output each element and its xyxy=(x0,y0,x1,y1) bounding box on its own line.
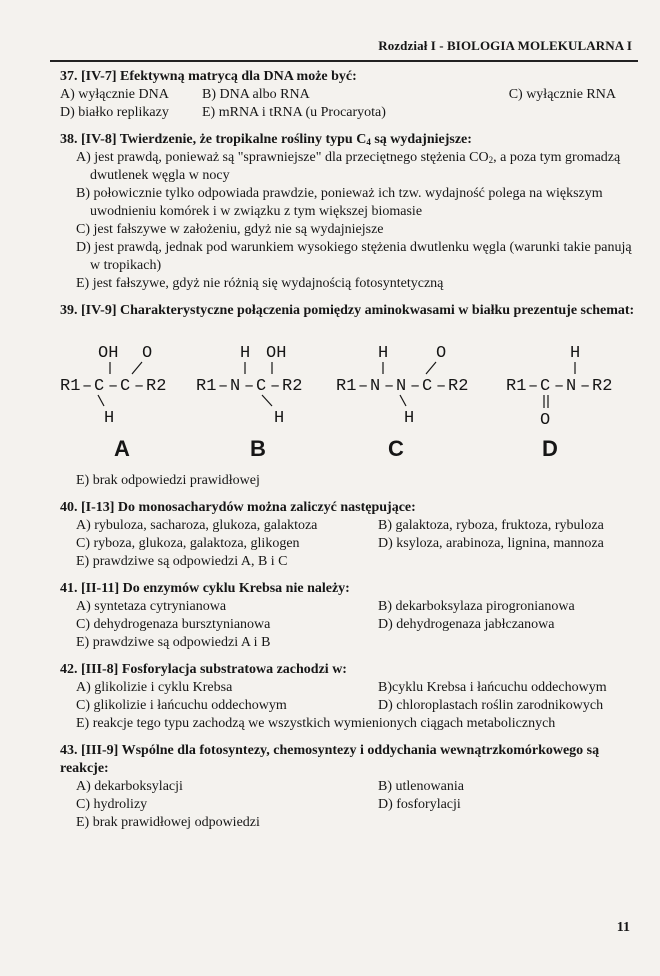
scheme-d xyxy=(506,344,612,461)
running-header: Rozdział I - BIOLOGIA MOLEKULARNA I xyxy=(378,38,632,53)
option-a: A) dekarboksylacji xyxy=(76,779,183,794)
atom-c: C xyxy=(120,377,131,396)
atom-r1: R1 xyxy=(196,377,217,396)
atom-h: H xyxy=(274,409,285,428)
question-40-options xyxy=(76,517,636,553)
option-e: E) brak odpowiedzi prawidłowej xyxy=(76,473,260,488)
bond-dash: – xyxy=(358,377,369,396)
content xyxy=(60,68,636,841)
question-38 xyxy=(60,131,636,293)
bond-dash: – xyxy=(270,377,281,396)
option-d: D) jest prawdą, jednak pod warunkiem wysokiego stężenia dwutlenku węgla (warunki takie panują w tropikach) xyxy=(76,240,632,273)
bond-dash: – xyxy=(244,377,255,396)
option-c: C) jest fałszywe w założeniu, gdyż nie są wydajniejsze xyxy=(76,222,384,237)
option-a-sub: 2 xyxy=(488,155,494,165)
option-d: D) chloroplastach roślin zarodnikowych xyxy=(378,698,604,713)
atom-o: O xyxy=(142,344,153,363)
option-c: C) wyłącznie RNA xyxy=(508,87,616,102)
option-e: E) mRNA i tRNA (u Procaryota) xyxy=(202,105,386,120)
atom-c: C xyxy=(256,377,267,396)
atom-r1: R1 xyxy=(60,377,81,396)
option-a: A) rybuloza, sacharoza, glukoza, galaktoza xyxy=(76,518,318,533)
question-38-title-pre: 38. [IV-8] Twierdzenie, że tropikalne rośliny typu C xyxy=(60,132,367,147)
bond-dash: – xyxy=(384,377,395,396)
question-38-title xyxy=(60,131,636,149)
scheme-letter-a: A xyxy=(114,436,130,461)
option-b: B) połowicznie tylko odpowiada prawdzie, ponieważ ich tzw. wydajność polega na większym uwodnieniu komórek i w związku z tym większej biomasie xyxy=(76,186,603,219)
atom-c: C xyxy=(540,377,551,396)
atom-c: C xyxy=(422,377,433,396)
page-number: 11 xyxy=(616,920,630,935)
header-rule xyxy=(50,60,638,62)
atom-r1: R1 xyxy=(506,377,527,396)
bond-dash: – xyxy=(528,377,539,396)
chemical-schemes xyxy=(60,324,636,472)
option-b: B) DNA albo RNA xyxy=(202,87,310,102)
bond-dash: – xyxy=(554,377,565,396)
atom-r2: R2 xyxy=(282,377,303,396)
bond-dash: – xyxy=(82,377,93,396)
question-40 xyxy=(60,499,636,571)
option-e: E) jest fałszywe, gdyż nie różnią się wydajnością fotosyntetyczną xyxy=(76,276,444,291)
atom-n: N xyxy=(370,377,381,396)
option-a: A) wyłącznie DNA xyxy=(60,87,169,102)
question-43-title: 43. [III-9] Wspólne dla fotosyntezy, chemosyntezy i oddychania wewnątrzkomórkowego są reakcje: xyxy=(60,743,600,776)
atom-r1: R1 xyxy=(336,377,357,396)
option-d: D) dehydrogenaza jabłczanowa xyxy=(378,617,555,632)
scheme-b xyxy=(196,344,302,461)
bond-dash: – xyxy=(580,377,591,396)
option-a: A) glikolizie i cyklu Krebsa xyxy=(76,680,233,695)
atom-oh: OH xyxy=(98,344,119,363)
question-38-title-post: są wydajniejsze: xyxy=(370,132,472,147)
option-a-post: , a poza tym gromadzą dwutlenek węgla w nocy xyxy=(90,150,621,183)
option-a: A) syntetaza cytrynianowa xyxy=(76,599,227,614)
bond-dash: – xyxy=(218,377,229,396)
option-c: C) ryboza, glukoza, galaktoza, glikogen xyxy=(76,536,300,551)
atom-h: H xyxy=(104,409,115,428)
atom-n: N xyxy=(230,377,241,396)
atom-o: O xyxy=(540,411,551,430)
atom-c: C xyxy=(94,377,105,396)
question-41-title: 41. [II-11] Do enzymów cyklu Krebsa nie należy: xyxy=(60,581,350,596)
atom-oh: OH xyxy=(266,344,287,363)
option-d: D) ksyloza, arabinoza, lignina, mannoza xyxy=(378,536,604,551)
atom-h: H xyxy=(570,344,581,363)
question-37-title: 37. [IV-7] Efektywną matrycą dla DNA może być: xyxy=(60,69,357,84)
option-d: D) fosforylacji xyxy=(378,797,461,812)
question-39 xyxy=(60,302,636,490)
option-a-pre: A) jest prawdą, ponieważ są "sprawniejsze" dla przeciętnego stężenia CO xyxy=(76,150,489,165)
option-e: E) prawdziwe są odpowiedzi A, B i C xyxy=(76,554,288,569)
question-38-title-sub: 4 xyxy=(366,137,371,147)
question-42-title: 42. [III-8] Fosforylacja substratowa zachodzi w: xyxy=(60,662,347,677)
scheme-c xyxy=(336,344,468,461)
bond-dash: – xyxy=(134,377,145,396)
bond-dash: – xyxy=(436,377,447,396)
scheme-letter-c: C xyxy=(388,436,404,461)
atom-r2: R2 xyxy=(448,377,469,396)
question-41 xyxy=(60,580,636,652)
question-41-options xyxy=(76,598,636,634)
chemical-schemes-figure xyxy=(60,324,636,472)
atom-h: H xyxy=(240,344,251,363)
option-e: E) prawdziwe są odpowiedzi A i B xyxy=(76,635,271,650)
atom-n: N xyxy=(566,377,577,396)
scheme-a xyxy=(60,344,166,461)
atom-o: O xyxy=(436,344,447,363)
question-37-options xyxy=(60,86,636,104)
atom-h: H xyxy=(404,409,415,428)
question-42-options xyxy=(76,679,636,715)
option-c: C) dehydrogenaza bursztynianowa xyxy=(76,617,271,632)
scheme-letter-d: D xyxy=(542,436,558,461)
question-39-title: 39. [IV-9] Charakterystyczne połączenia pomiędzy aminokwasami w białku prezentuje schemat: xyxy=(60,303,635,318)
atom-r2: R2 xyxy=(146,377,167,396)
scheme-letter-b: B xyxy=(250,436,266,461)
question-42 xyxy=(60,661,636,733)
option-b: B)cyklu Krebsa i łańcuchu oddechowym xyxy=(378,680,607,695)
bond-dash: – xyxy=(410,377,421,396)
option-b: B) dekarboksylaza pirogronianowa xyxy=(378,599,575,614)
bond-dash: – xyxy=(108,377,119,396)
question-37 xyxy=(60,68,636,122)
option-a xyxy=(76,149,636,185)
question-37-options-2 xyxy=(60,104,636,122)
option-e: E) reakcje tego typu zachodzą we wszystkich wymienionych ciągach metabolicznych xyxy=(76,716,556,731)
option-b: B) galaktoza, ryboza, fruktoza, rybuloza xyxy=(378,518,604,533)
atom-r2: R2 xyxy=(592,377,613,396)
question-40-title: 40. [I-13] Do monosacharydów można zaliczyć następujące: xyxy=(60,500,416,515)
atom-h: H xyxy=(378,344,389,363)
option-c: C) glikolizie i łańcuchu oddechowym xyxy=(76,698,287,713)
atom-n: N xyxy=(396,377,407,396)
option-c: C) hydrolizy xyxy=(76,797,148,812)
option-d: D) białko replikazy xyxy=(60,105,169,120)
option-b: B) utlenowania xyxy=(378,779,464,794)
option-e: E) brak prawidłowej odpowiedzi xyxy=(76,815,260,830)
question-43-options xyxy=(76,778,636,814)
question-43 xyxy=(60,742,636,832)
